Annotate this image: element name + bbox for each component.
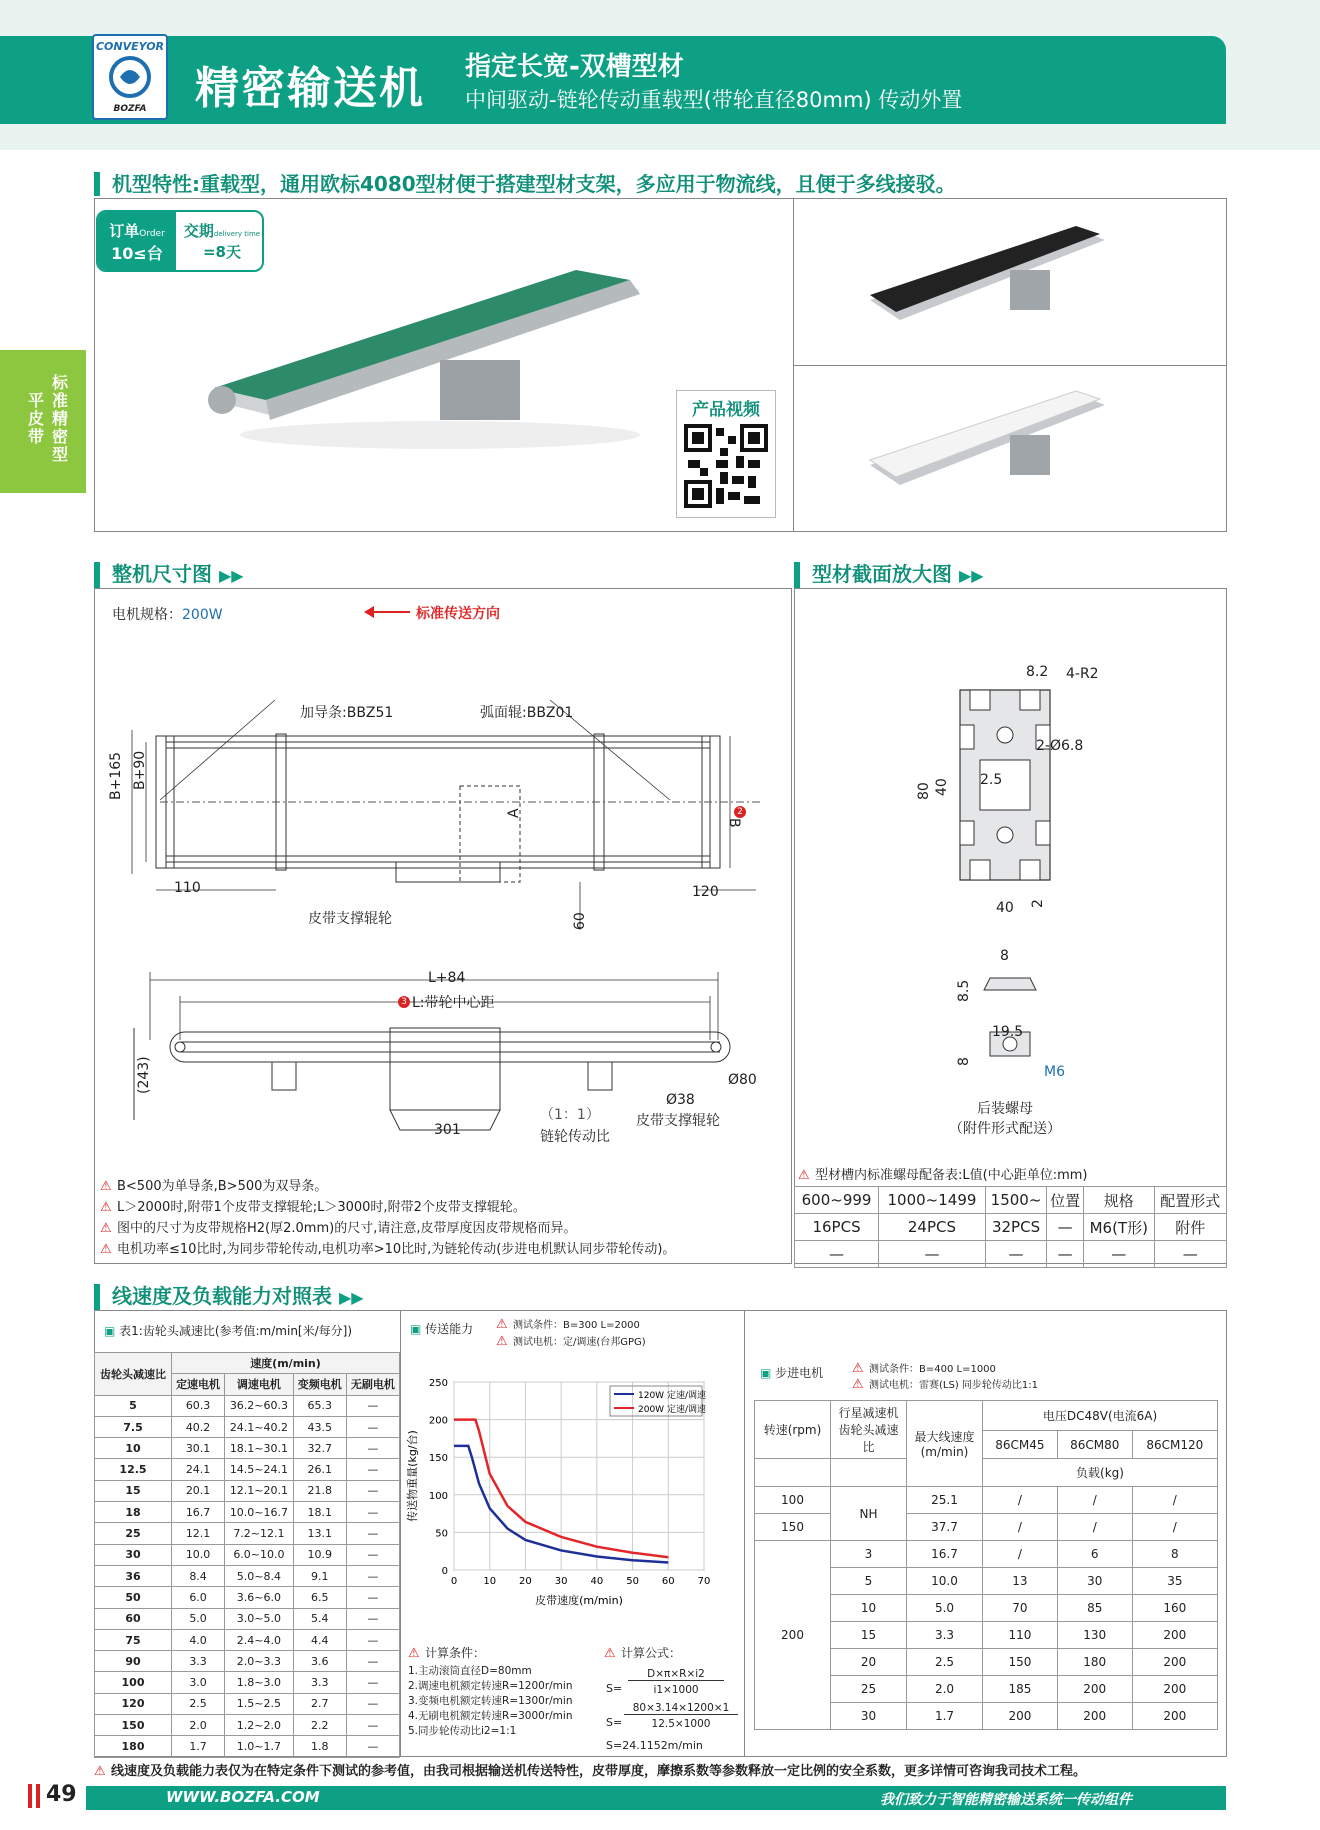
arc-roller-callout: 弧面辊:BBZ01 [480,705,574,721]
profile-dim-80: 80 [916,782,932,800]
dim-d38: Ø38 [666,1092,695,1108]
table-row: 180 1.7 1.0~1.7 1.8 — [95,1736,400,1757]
order-value: 10≤台 [111,244,163,263]
formula-s2: S= [606,1716,623,1729]
table-row: 100 3.0 1.8~3.0 3.3 — [95,1672,400,1693]
x-tick-label: 50 [626,1576,639,1587]
profile-dim-25: 2.5 [980,772,1003,788]
table-row: 7.5 40.2 24.1~40.2 43.5 — [95,1416,400,1437]
stepper-cond2: ⚠ 测试电机：雷赛(LS) 同步轮传动比1:1 [852,1377,1038,1392]
warning-icon: ⚠ [798,1168,810,1183]
page-subtitle: 指定长宽-双槽型材 [465,52,684,82]
ratio-value: （1：1） [540,1107,600,1123]
warning-icon: ⚠ [94,1764,106,1779]
table-row: 18 16.7 10.0~16.7 18.1 — [95,1502,400,1523]
table-row: 16PCS 24PCS 32PCS — M6(T形) 附件 [795,1214,1227,1241]
y-axis-label: 传送物重量(kg/台) [406,1430,419,1522]
side-tab-col1: 标准精密型 [52,373,69,464]
note-item: ⚠ 电机功率≤10比时,为同步带轮传动,电机功率>10比时,为链轮传动(步进电机默认同步带轮传动)。 [100,1242,676,1257]
section-arrow-icon: ▶▶ [958,566,984,585]
section-arrow-icon: ▶▶ [218,566,244,585]
x-tick-label: 10 [483,1576,497,1587]
profile-dim-68: 2-Ø6.8 [1036,738,1084,754]
dim-301: 301 [434,1122,461,1138]
speed-table-title: ▣ 表1:齿轮头减速比(参考值:m/min[米/每分]) [104,1324,353,1338]
page-number: 49 [46,1782,77,1807]
top-view-drawing [100,690,790,950]
legend-entry: 120W 定速/调速 [638,1391,706,1401]
logo-bottom-text: BOZFA [113,104,147,114]
section-arrow-icon: ▶▶ [338,1288,364,1307]
profile-dim-4r2: 4-R2 [1066,666,1099,682]
table-row: 30 10.0 6.0~10.0 10.9 — [95,1544,400,1565]
warning-icon: ⚠ [100,1200,112,1215]
table-row: 12.5 24.1 14.5~24.1 26.1 — [95,1459,400,1480]
speed-heading: 线速度及负载能力对照表 [112,1284,332,1308]
features-heading: 机型特性:重载型，通用欧标4080型材便于搭建型材支架，多应用于物流线，且便于多线接驳。 [94,172,956,196]
conveyor-black-render [860,220,1120,340]
order-label-en: Order [139,229,165,239]
table-row: 150 2.0 1.2~2.0 2.2 — [95,1715,400,1736]
x-tick-label: 40 [590,1576,604,1587]
y-tick-label: 200 [428,1415,448,1427]
delivery-label-en: delivery time [213,230,261,238]
qr-code-icon [684,424,768,508]
table-row: 86CM45 86CM80 86CM120 [755,1431,1218,1459]
conveyor-white-render [860,385,1120,505]
y-tick-label: 150 [428,1453,448,1465]
delivery-label: 交期 [183,222,214,240]
table-row: 100 NH 25.1 / / / [755,1487,1218,1514]
formula-den1: i1×1000 [653,1684,699,1696]
dim-b165: B+165 [108,751,124,800]
formula-title: ⚠ 计算公式： [604,1646,682,1661]
nut-dim-m6: M6 [1044,1064,1065,1080]
profile-section-drawing [950,680,1060,890]
table-row: 75 4.0 2.4~4.0 4.4 — [95,1629,400,1650]
warning-icon: ⚠ [100,1242,112,1257]
table-row: 10 5.0 70 85 160 [755,1595,1218,1622]
footer-note: ⚠ 线速度及负载能力表仅为在特定条件下测试的参考值，由我司根据输送机传送特性，皮带厚度，摩擦系数等参数释放一定比例的安全系数，更多详情可咨询我司技术工程。 [94,1764,1087,1779]
side-tab [0,350,86,493]
capacity-cond1: ⚠ 测试条件：B=300 L=2000 [496,1317,640,1332]
formula-result: S=24.1152m/min [606,1739,703,1752]
logo-emblem-icon [108,55,152,99]
nut-dim-85: 8.5 [956,979,972,1002]
note-item: ⚠ 图中的尺寸为皮带规格H2(厚2.0mm)的尺寸,请注意,皮带厚度因皮带规格而异。 [100,1221,577,1236]
delivery-value: =8天 [202,243,241,261]
footer-bar [0,1782,1320,1812]
table-icon: ▣ [410,1322,426,1336]
belt-roller-callout-2: 皮带支撑辊轮 [636,1113,720,1129]
table-row: 25 12.1 7.2~12.1 13.1 — [95,1523,400,1544]
dim-l84: L+84 [428,970,466,986]
table-row: 600~999 1000~1499 1500~ 位置 规格 配置形式 [795,1187,1227,1214]
conveyor-green-render [200,260,660,460]
direction-label: 标准传送方向 [416,606,500,622]
dim-60: 60 [572,912,588,930]
table-icon: ▣ [104,1324,120,1338]
profile-dim-40: 40 [934,778,950,796]
table-row: 25 2.0 185 200 200 [755,1676,1218,1703]
dim-110: 110 [174,880,201,896]
formula-den2: 12.5×1000 [651,1718,711,1730]
side-tab-col2: 平皮带 [28,391,45,446]
nut-dim-195: 19.5 [992,1024,1024,1040]
table-row: 90 3.3 2.0~3.3 3.6 — [95,1651,400,1672]
nut-dim-8b: 8 [956,1057,972,1066]
nut-drawing [980,960,1060,1070]
formula-num1: D×π×R×i2 [628,1668,724,1681]
formula-num2: 80×3.14×1200×1 [624,1702,738,1715]
profile-dim-40b: 40 [996,900,1014,916]
video-qr-panel[interactable] [676,390,776,518]
speed-table [94,1352,400,1758]
stepper-cond1: ⚠ 测试条件：B=400 L=1000 [852,1361,996,1376]
brand-logo [92,34,168,120]
belt-roller-callout: 皮带支撑辊轮 [308,911,392,927]
table-row: 定速电机 调速电机 变频电机 无刷电机 [95,1374,400,1395]
table-row: — — — — — — [795,1241,1227,1268]
table-row: 10 30.1 18.1~30.1 32.7 — [95,1438,400,1459]
note-item: ⚠ B<500为单导条,B>500为双导条。 [100,1179,328,1194]
capacity-title: ▣ 传送能力 [410,1322,474,1336]
table-row: 转速(rpm) 行星减速机齿轮头减速比 最大线速度(m/min) 电压DC48V(电流6A) [755,1401,1218,1431]
capacity-chart [402,1370,742,1630]
table-row: 负载(kg) [755,1459,1218,1487]
nut-table-title: ⚠ 型材槽内标准螺母配备表:L值(中心距单位:mm) [798,1168,1088,1183]
table-row: 60 5.0 3.0~5.0 5.4 — [95,1608,400,1629]
table-row: 50 6.0 3.6~6.0 6.5 — [95,1587,400,1608]
y-tick-label: 250 [428,1378,448,1389]
x-axis-label: 皮带速度(m/min) [535,1594,623,1607]
dim-a: A [506,808,522,818]
dim-120: 120 [692,884,719,900]
x-tick-label: 70 [697,1576,711,1587]
notes-list [100,1176,790,1260]
table-row: 15 3.3 110 130 200 [755,1622,1218,1649]
direction-arrow-icon [370,611,410,613]
table-row: 36 8.4 5.0~8.4 9.1 — [95,1565,400,1586]
table-row: 15 20.1 12.1~20.1 21.8 — [95,1480,400,1501]
x-tick-label: 0 [450,1576,458,1587]
footer-slogan: 我们致力于智能精密输送系统一传动组件 [880,1792,1132,1808]
nut-sub: （附件形式配送） [949,1121,1061,1137]
x-tick-label: 30 [554,1576,568,1587]
table-row: 30 1.7 200 200 200 [755,1703,1218,1730]
profile-heading: 型材截面放大图 [812,562,952,586]
calc-title: ⚠ 计算条件： [408,1646,486,1661]
guide-callout: 加导条:BBZ51 [300,705,394,721]
page-subtitle-2: 中间驱动-链轮传动重载型(带轮直径80mm) 传动外置 [465,88,963,112]
motor-value: 200W [182,607,223,623]
table-icon: ▣ [760,1366,776,1380]
footer-url[interactable]: WWW.BOZFA.COM [166,1788,320,1806]
dim-b: B [726,818,742,828]
x-tick-label: 60 [661,1576,675,1587]
table-row: 齿轮头减速比 速度(m/min) [95,1353,400,1374]
nut-table [794,1186,1227,1268]
stepper-title: ▣ 步进电机 [760,1366,824,1380]
video-label: 产品视频 [692,400,760,420]
dim-243: (243) [136,1056,152,1094]
dim-d80: Ø80 [728,1072,757,1088]
y-tick-label: 100 [428,1490,448,1502]
order-label: 订单 [109,222,140,240]
page-title: 精密输送机 [195,63,425,114]
table-row: 120 2.5 1.5~2.5 2.7 — [95,1693,400,1714]
table-row: 150 37.7 / / / [755,1514,1218,1541]
table-row: 5 60.3 36.2~60.3 65.3 — [95,1395,400,1416]
profile-dim-82: 8.2 [1026,664,1049,680]
legend-entry: 200W 定速/调速 [638,1405,706,1415]
table-row: 20 2.5 150 180 200 [755,1649,1218,1676]
calc-list: 1.主动滚筒直径D=80mm 2.调速电机额定转速R=1200r/min 3.变频电机额定转速R=1300r/min 4.无刷电机额定转速R=3000r/min 5.同步轮传动比i2=1:1 [408,1665,573,1737]
note-item: ⚠ L＞2000时,附带1个皮带支撑辊轮;L＞3000时,附带2个皮带支撑辊轮。 [100,1200,526,1215]
table-row: 200 3 16.7 / 6 8 [755,1541,1218,1568]
nut-label: 后装螺母 [977,1101,1033,1117]
callout-number-3: 3 [398,996,410,1008]
callout-number-2: 2 [734,806,746,818]
warning-icon: ⚠ [100,1221,112,1236]
ratio-label: 链轮传动比 [540,1129,610,1145]
capacity-cond2: ⚠ 测试电机：定/调速(台邦GPG) [496,1334,646,1349]
dim-l: L:带轮中心距 [412,995,495,1011]
formula-s1: S= [606,1682,623,1695]
dim-b90: B+90 [132,750,148,790]
table-row: 5 10.0 13 30 35 [755,1568,1218,1595]
panel-divider [793,365,1227,366]
motor-label: 电机规格： [112,607,182,623]
x-tick-label: 20 [519,1576,532,1587]
warning-icon: ⚠ [100,1179,112,1194]
profile-dim-2: 2 [1030,899,1046,908]
nut-dim-8: 8 [1000,948,1009,964]
logo-top-text: CONVEYOR [95,40,165,53]
stepper-table [754,1400,1218,1730]
y-tick-label: 50 [435,1528,448,1540]
y-tick-label: 0 [441,1566,448,1577]
dim-heading: 整机尺寸图 [112,562,212,586]
